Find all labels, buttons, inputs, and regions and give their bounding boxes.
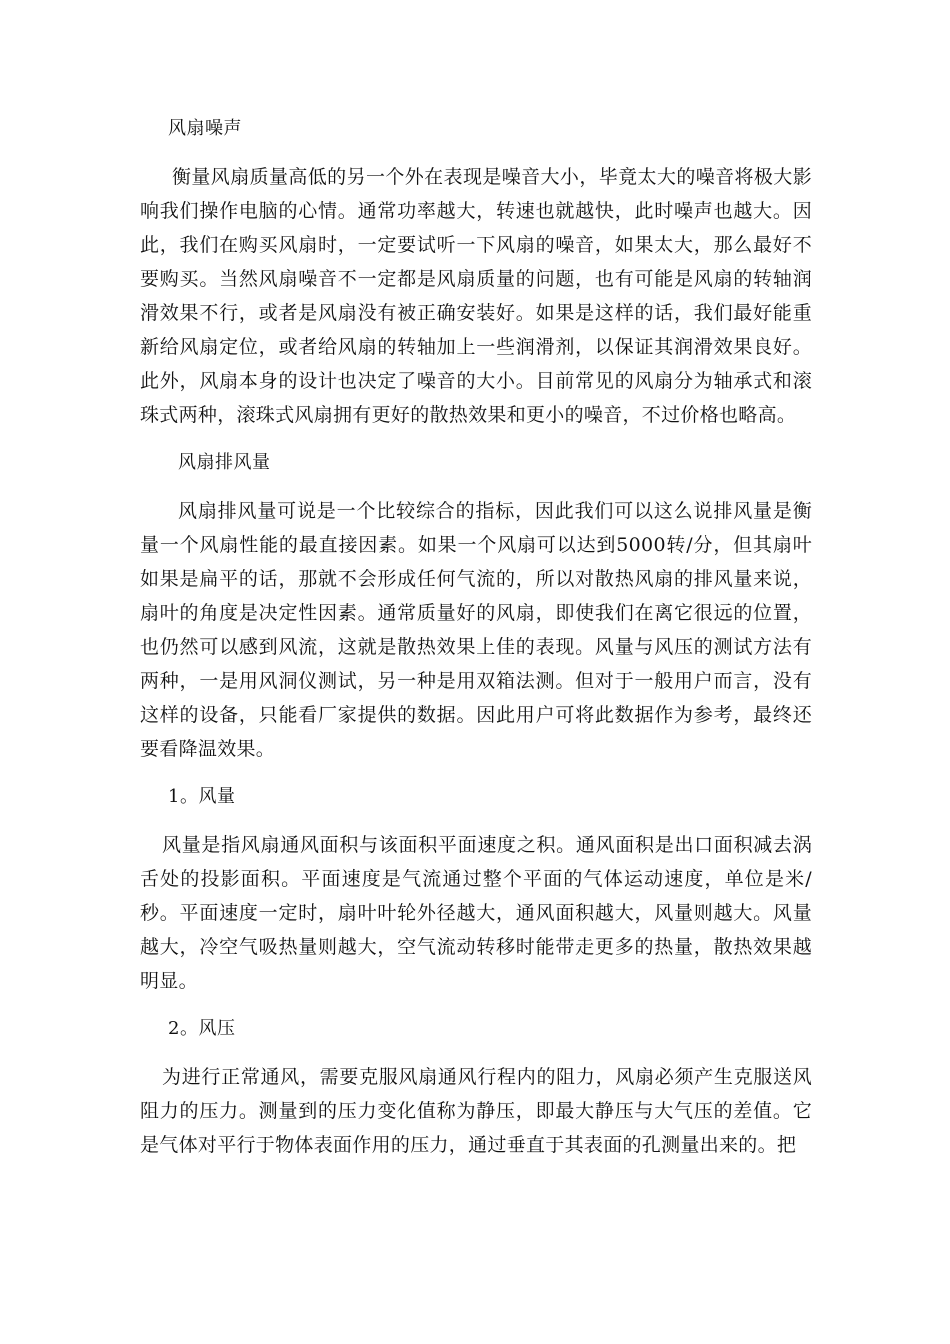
section-heading-fan-noise: 风扇噪声 <box>168 118 242 139</box>
section-paragraph-air-pressure: 为进行正常通风，需要克服风扇通风行程内的阻力，风扇必须产生克服送风阻力的压力。测量到的压力变化值称为静压，即最大静压与大气压的差值。它是气体对平行于物体表面作用的压力，通过垂直于其表面的孔测量出来的。把 <box>140 1066 812 1156</box>
section-heading-air-pressure: 2。风压 <box>168 1018 236 1039</box>
section-heading-fan-airflow: 风扇排风量 <box>178 452 271 473</box>
section-heading-air-volume: 1。风量 <box>168 786 236 807</box>
section-paragraph-air-volume: 风量是指风扇通风面积与该面积平面速度之积。通风面积是出口面积减去涡舌处的投影面积。平面速度是气流通过整个平面的气体运动速度，单位是米/秒。平面速度一定时，扇叶叶轮外径越大，通风面积越大，风量则越大。风量越大，冷空气吸热量则越大，空气流动转移时能带走更多的热量，散热效果越明显。 <box>140 834 812 992</box>
document-body <box>140 112 812 1176</box>
section-paragraph-fan-noise: 衡量风扇质量高低的另一个外在表现是噪音大小，毕竟太大的噪音将极大影响我们操作电脑的心情。通常功率越大，转速也就越快，此时噪声也越大。因此，我们在购买风扇时，一定要试听一下风扇的噪音，如果太大，那么最好不要购买。当然风扇噪音不一定都是风扇质量的问题，也有可能是风扇的转轴润滑效果不行，或者是风扇没有被正确安装好。如果是这样的话，我们最好能重新给风扇定位，或者给风扇的转轴加上一些润滑剂，以保证其润滑效果良好。此外，风扇本身的设计也决定了噪音的大小。目前常见的风扇分为轴承式和滚珠式两种，滚珠式风扇拥有更好的散热效果和更小的噪音，不过价格也略高。 <box>140 166 812 426</box>
section-paragraph-fan-airflow: 风扇排风量可说是一个比较综合的指标，因此我们可以这么说排风量是衡量一个风扇性能的最直接因素。如果一个风扇可以达到5000转/分，但其扇叶如果是扁平的话，那就不会形成任何气流的，所以对散热风扇的排风量来说，扇叶的角度是决定性因素。通常质量好的风扇，即使我们在离它很远的位置，也仍然可以感到风流，这就是散热效果上佳的表现。风量与风压的测试方法有两种，一是用风洞仪测试，另一种是用双箱法测。但对于一般用户而言，没有这样的设备，只能看厂家提供的数据。因此用户可将此数据作为参考，最终还要看降温效果。 <box>140 500 812 760</box>
